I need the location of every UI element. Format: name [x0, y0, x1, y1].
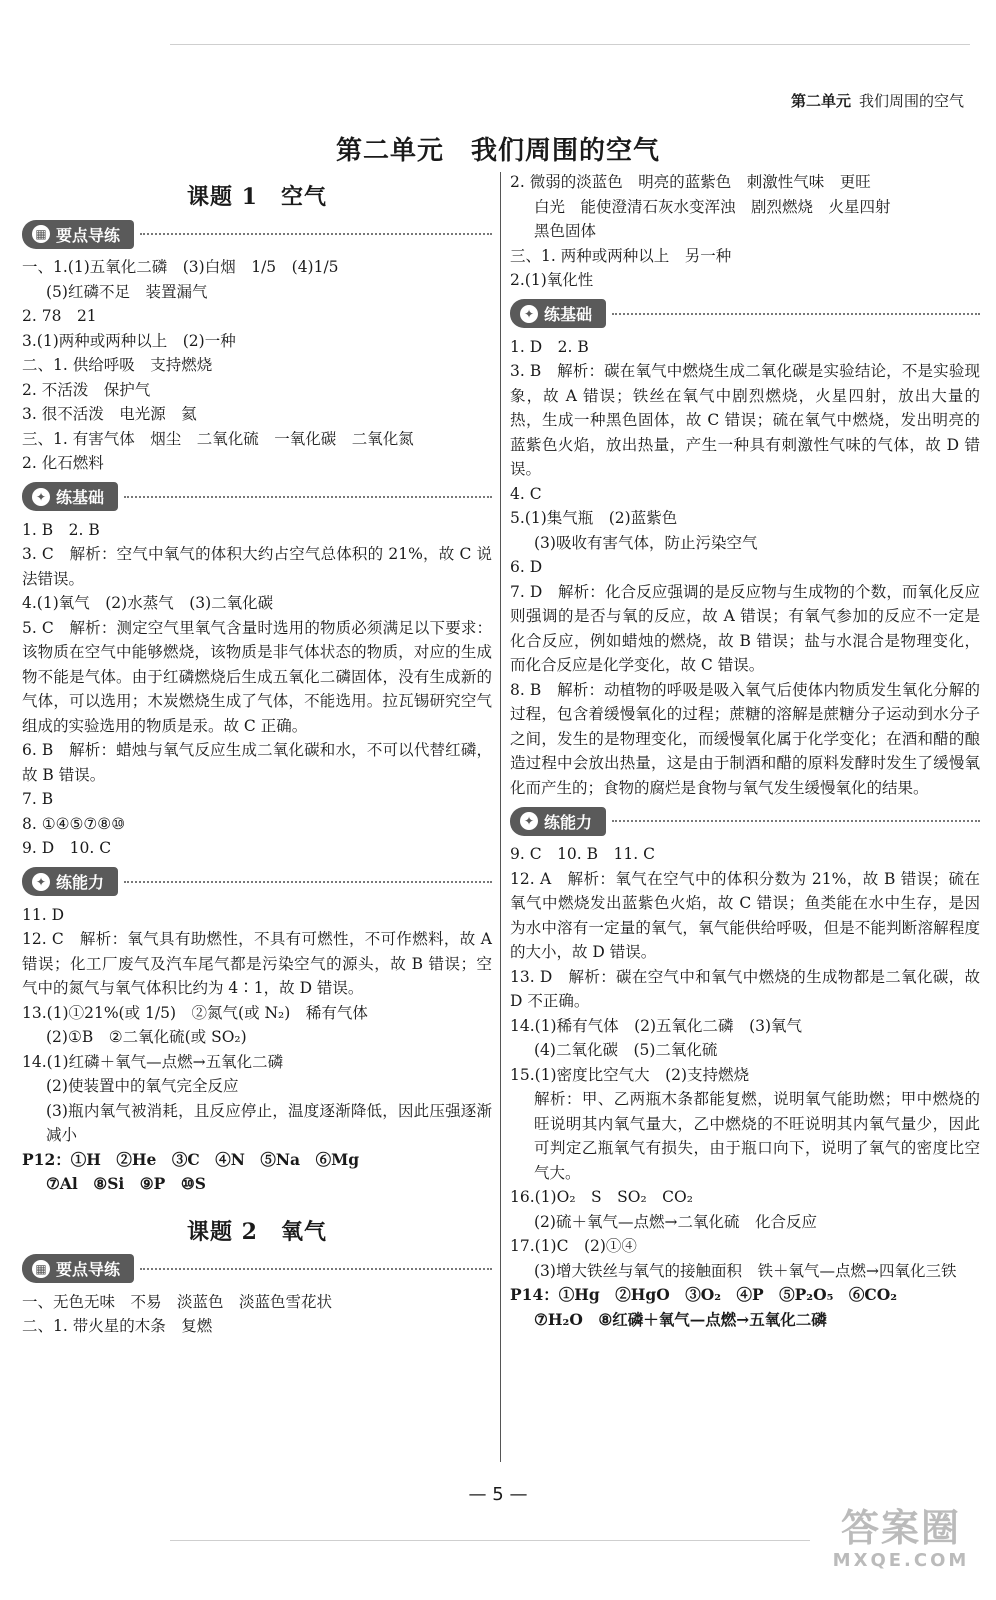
- section-key-points: [22, 219, 492, 249]
- answer-line: 9. C 10. B 11. C: [510, 845, 655, 863]
- answer-line: 9. D 10. C: [22, 839, 112, 857]
- answer-line: (3)吸收有害气体，防止污染空气: [534, 533, 758, 552]
- answer-line: 一、无色无味 不易 淡蓝色 淡蓝色雪花状: [22, 1292, 333, 1311]
- answer-line: 1. D 2. B: [510, 337, 589, 356]
- lesson2-title: 课题 2 氧气: [187, 1218, 327, 1245]
- answer-paragraph: 8. B 解析：动植物的呼吸是吸入氧气后使体内物质发生氧化分解的过程，包含着缓慢氧化的过程；蔗糖的溶解是蔗糖分子运动到水分子之间，发生的是物理变化，而缓慢氧化属于化学变化；在酒和醋的酿造过程中会放出热量，这是由于制酒和醋的原料发酵时发生了缓慢氧化而产生的；食物的腐烂是食物与氧气发生缓慢氧化的结果。: [510, 680, 980, 797]
- answer-paragraph: 3. C 解析：空气中氧气的体积大约占空气总体积的 21%，故 C 说法错误。: [22, 545, 492, 588]
- section-badge: ✦ 练基础: [510, 299, 606, 328]
- answer-line: 14.(1)稀有气体 (2)五氧化二磷 (3)氧气: [510, 1016, 803, 1035]
- answer-line: (2)硫＋氧气—点燃→二氧化硫 化合反应: [534, 1212, 817, 1231]
- section-badge: ✦ 练能力: [22, 867, 118, 896]
- answer-paragraph: 6. B 解析：蜡烛与氧气反应生成二氧化碳和水，不可以代替红磷，故 B 错误。: [22, 741, 492, 784]
- section-basic-practice-2: [510, 299, 980, 329]
- answer-line: 1. B 2. B: [22, 520, 100, 539]
- answer-line: 一、1.(1)五氧化二磷 (3)白烟 1/5 (4)1/5: [22, 258, 339, 276]
- section-ability-practice-2: [510, 806, 980, 836]
- answer-line: 13.(1)①21%(或 1/5) ②氮气(或 N₂) 稀有气体: [22, 1003, 368, 1022]
- running-unit-name: 我们周围的空气: [858, 92, 964, 110]
- runner-icon: ✦: [32, 873, 50, 891]
- section-badge: ▦ 要点导练: [22, 220, 134, 249]
- watermark-logo-text: 答案圈: [840, 1506, 961, 1550]
- answer-line: 15.(1)密度比空气大 (2)支持燃烧: [510, 1065, 750, 1084]
- answer-line: 8. ①④⑤⑦⑧⑩: [22, 814, 126, 833]
- answer-line: 16.(1)O₂ S SO₂ CO₂: [510, 1188, 693, 1206]
- running-unit-number: 第二单元: [790, 92, 851, 110]
- answer-paragraph: (3)瓶内氧气被消耗，且反应停止，温度逐渐降低，因此压强逐渐减小: [46, 1101, 492, 1144]
- answer-line: 4.(1)氧气 (2)水蒸气 (3)二氧化碳: [22, 594, 274, 612]
- runner-icon: ✦: [520, 305, 538, 323]
- answer-line: ⑦Al ⑧Si ⑨P ⑩S: [46, 1174, 206, 1193]
- left-column: [22, 168, 492, 1339]
- bottom-rule: [170, 1540, 810, 1541]
- page-number: — 5 —: [468, 1484, 528, 1505]
- lesson1-title: 课题 1 空气: [187, 184, 327, 210]
- answer-line: P12：①H ②He ③C ④N ⑤Na ⑥Mg: [22, 1149, 360, 1169]
- runner-icon: ✦: [520, 812, 538, 830]
- answer-paragraph: 3. B 解析：碳在氧气中燃烧生成二氧化碳是实验结论，不是实验现象，故 A 错误；铁丝在氧气中剧烈燃烧，火星四射，放出大量的热，生成一种黑色固体，故 C 错误；硫在氧气中燃烧，发出明亮的蓝紫色火焰，放出热量，产生一种具有刺激性气味的气体，故 D 错误。: [510, 362, 980, 478]
- section-badge: ▦ 要点导练: [22, 1254, 134, 1283]
- answer-paragraph: 解析：甲、乙两瓶木条都能复燃，说明氧气能助燃；甲中燃烧的旺说明其内氧气量大，乙中燃烧的不旺说明其内氧气量少，因此可判定乙瓶氧气有损失，由于瓶口向下，说明了氧气的密度比空气大。: [534, 1090, 980, 1182]
- answer-line: (5)红磷不足 装置漏气: [46, 282, 208, 301]
- column-divider: [500, 172, 501, 1462]
- answer-line: 14.(1)红磷＋氧气—点燃→五氧化二磷: [22, 1052, 284, 1071]
- running-header: [791, 90, 964, 111]
- runner-icon: ✦: [32, 488, 50, 506]
- answer-line: 2. 78 21: [22, 307, 97, 325]
- section-basic-practice: [22, 482, 492, 512]
- answer-line: 黑色固体: [534, 222, 597, 240]
- unit-title: 第二单元 我们周围的空气: [335, 136, 660, 166]
- answer-paragraph: (3)增大铁丝与氧气的接触面积 铁＋氧气—点燃→四氧化三铁: [534, 1261, 957, 1280]
- answer-line: (4)二氧化碳 (5)二氧化硫: [534, 1041, 718, 1059]
- answer-paragraph: 5. C 解析：测定空气里氧气含量时选用的物质必须满足以下要求：该物质在空气中能够燃烧，该物质是非气体状态的物质，对应的生成物不能是气体。由于红磷燃烧后生成五氧化二磷固体，没有生成新的气体，可以选用；木炭燃烧生成了气体，不能选用。拉瓦锡研究空气组成的实验选用的物质是汞。故 C 正确。: [22, 618, 492, 735]
- answer-paragraph: 13. D 解析：碳在空气中和氧气中燃烧的生成物都是二氧化碳，故 D 不正确。: [510, 967, 980, 1010]
- answer-line: 6. D: [510, 558, 543, 576]
- answer-line: 3. 很不活泼 电光源 氦: [22, 405, 197, 423]
- right-column: [510, 170, 980, 1332]
- answer-line: 2. 化石燃料: [22, 454, 104, 472]
- answer-paragraph: 12. C 解析：氧气具有助燃性，不具有可燃性，不可作燃料，故 A 错误；化工厂废气及汽车尾气都是污染空气的源头，故 B 错误；空气中的氮气与氧气体积比约为 4∶1，故 D 错误。: [22, 930, 492, 997]
- answer-line: 4. C: [510, 484, 542, 503]
- answer-line: (2)使装置中的氧气完全反应: [46, 1077, 239, 1095]
- top-rule: [170, 44, 970, 45]
- section-badge: ✦ 练基础: [22, 482, 118, 511]
- answer-line: ⑦H₂O ⑧红磷＋氧气—点燃→五氧化二磷: [534, 1309, 827, 1329]
- answer-line: P14：①Hg ②HgO ③O₂ ④P ⑤P₂O₅ ⑥CO₂: [510, 1285, 898, 1304]
- answer-line: 5.(1)集气瓶 (2)蓝紫色: [510, 509, 678, 527]
- section-key-points-2: [22, 1254, 492, 1284]
- answer-line: 三、1. 有害气体 烟尘 二氧化硫 一氧化碳 二氧化氮: [22, 429, 414, 448]
- answer-line: 2. 微弱的淡蓝色 明亮的蓝紫色 刺激性气味 更旺: [510, 173, 871, 191]
- answer-line: 三、1. 两种或两种以上 另一种: [510, 246, 732, 265]
- answer-line: 2.(1)氧化性: [510, 271, 594, 289]
- section-badge: ✦ 练能力: [510, 807, 606, 836]
- answer-line: 二、1. 带火星的木条 复燃: [22, 1317, 213, 1335]
- grid-icon: ▦: [32, 1260, 50, 1278]
- answer-line: 7. B: [22, 790, 54, 808]
- answer-line: 二、1. 供给呼吸 支持燃烧: [22, 356, 213, 374]
- answer-line: 2. 不活泼 保护气: [22, 380, 151, 399]
- answer-line: 白光 能使澄清石灰水变浑浊 剧烈燃烧 火星四射: [534, 197, 891, 216]
- answer-paragraph: 12. A 解析：氧气在空气中的体积分数为 21%，故 B 错误；硫在氧气中燃烧发出蓝紫色火焰，故 C 错误；鱼类能在水中生存，是因为水中溶有一定量的氧气，氧气能供给呼吸，但是不能判断溶解程度的大小，故 D 错误。: [510, 869, 980, 961]
- answer-line: 17.(1)C (2)①④: [510, 1237, 637, 1255]
- site-watermark: [826, 1506, 976, 1576]
- answer-paragraph: 7. D 解析：化合反应强调的是反应物与生成物的个数，而氧化反应则强调的是否与氧的反应，故 A 错误；有氧气参加的反应不一定是化合反应，例如蜡烛的燃烧，故 B 错误；盐与水混合是物理变化，而化合反应是化学变化，故 C 错误。: [510, 582, 980, 674]
- grid-icon: ▦: [32, 225, 50, 243]
- answer-line: 11. D: [22, 905, 65, 924]
- section-ability-practice: [22, 867, 492, 897]
- watermark-url: MXQE.COM: [832, 1550, 970, 1571]
- answer-line: (2)①B ②二氧化硫(或 SO₂): [46, 1028, 247, 1046]
- answer-line: 3.(1)两种或两种以上 (2)一种: [22, 331, 236, 350]
